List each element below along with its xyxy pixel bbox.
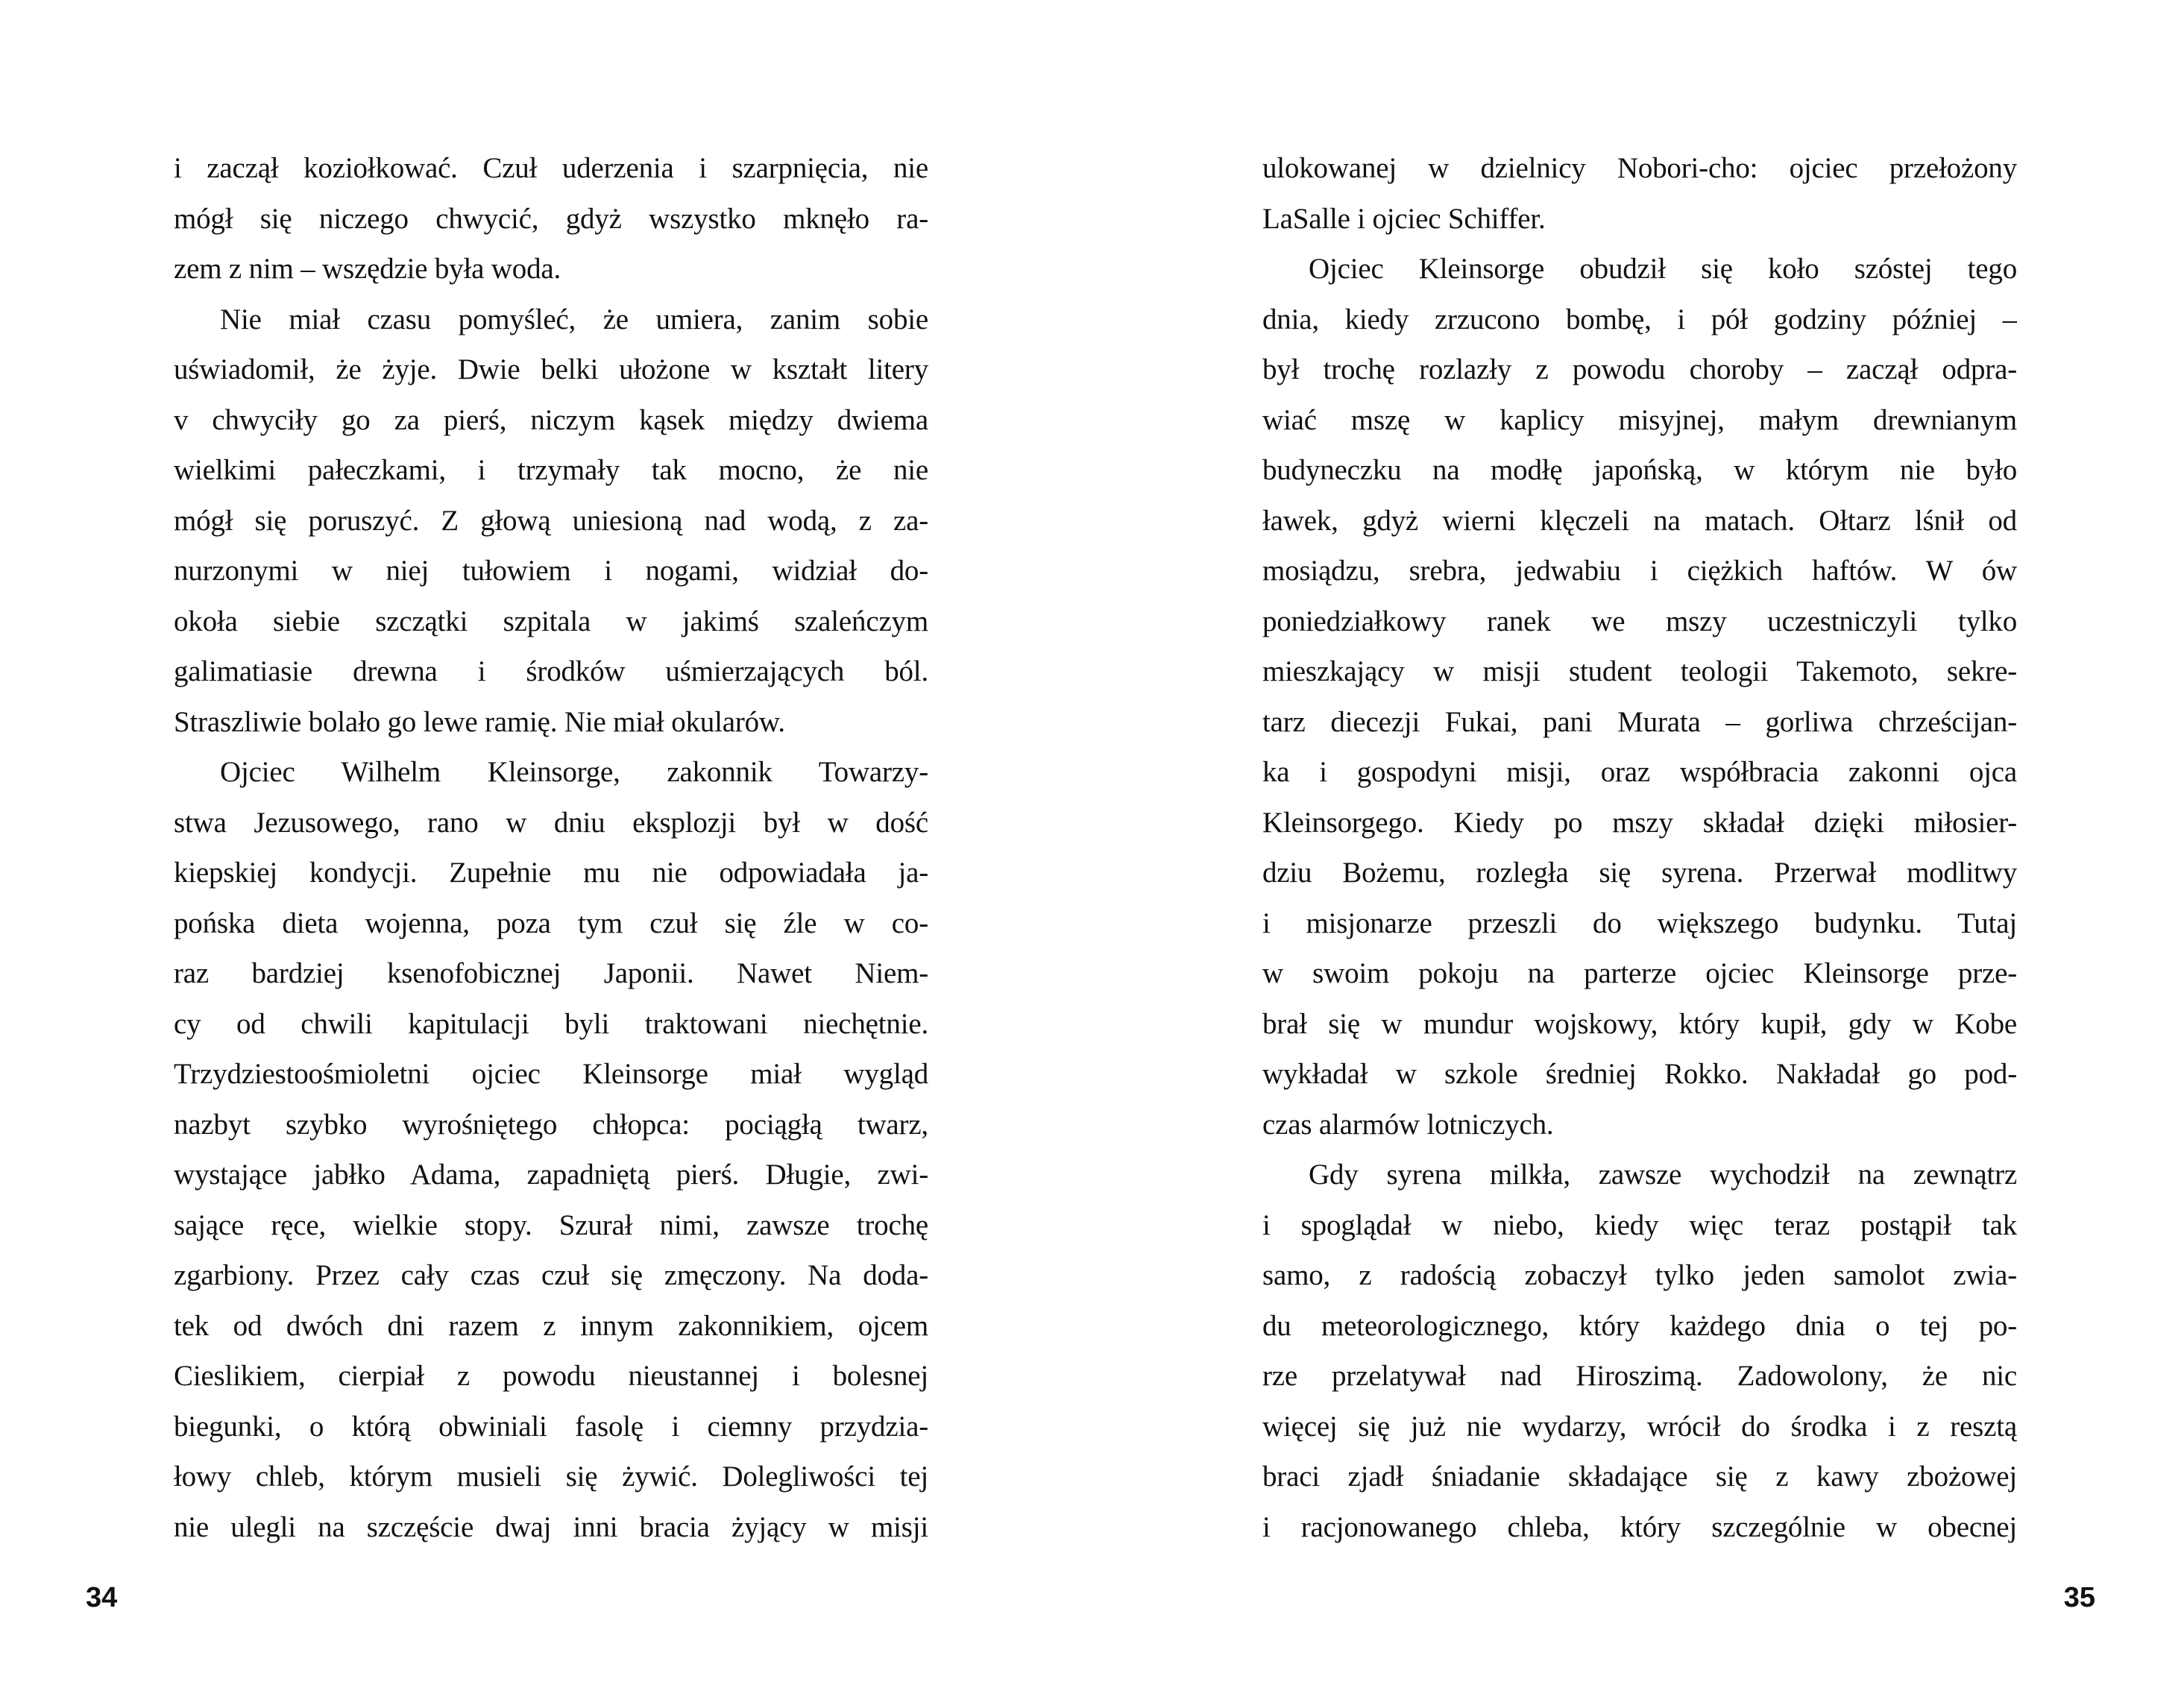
text-line: mógł się poruszyć. Z głową uniesioną nad wodą, z za- bbox=[174, 504, 928, 537]
text-line: i racjonowanego chleba, który szczególnie w obecnej bbox=[1262, 1510, 2017, 1543]
text-line: Cieslikiem, cierpiał z powodu nieustannej i bolesnej bbox=[174, 1360, 928, 1392]
text-line: nurzonymi w niej tułowiem i nogami, widział do- bbox=[174, 555, 928, 587]
text-line: wystające jabłko Adama, zapadniętą pierś. Długie, zwi- bbox=[174, 1159, 928, 1191]
text-line: wielkimi pałeczkami, i trzymały tak mocno, że nie bbox=[174, 454, 928, 486]
text-line: nazbyt szybko wyrośniętego chłopca: pociągłą twarz, bbox=[174, 1108, 928, 1141]
text-line: mosiądzu, srebra, jedwabiu i ciężkich haftów. W ów bbox=[1262, 555, 2017, 587]
text-line: Straszliwie bolało go lewe ramię. Nie miał okularów. bbox=[174, 705, 785, 738]
text-line: raz bardziej ksenofobicznej Japonii. Nawet Niem- bbox=[174, 957, 928, 989]
text-line: uświadomił, że żyje. Dwie belki ułożone w kształt litery bbox=[174, 353, 928, 385]
text-line: wiać mszę w kaplicy misyjnej, małym drewnianym bbox=[1262, 403, 2017, 436]
text-line: Nie miał czasu pomyśleć, że umiera, zanim sobie bbox=[220, 303, 928, 335]
text-line: więcej się już nie wydarzy, wrócił do środka i z resztą bbox=[1262, 1410, 2017, 1443]
text-line: poniedziałkowy ranek we mszy uczestniczyli tylko bbox=[1262, 605, 2017, 637]
page-right-text-column bbox=[1262, 143, 2017, 1552]
text-line: tek od dwóch dni razem z innym zakonnikiem, ojcem bbox=[174, 1309, 928, 1342]
text-line: dnia, kiedy zrzucono bombę, i pół godziny później – bbox=[1262, 303, 2017, 335]
text-line: sające ręce, wielkie stopy. Szurał nimi, zawsze trochę bbox=[174, 1208, 928, 1241]
text-line: ławek, gdyż wierni klęczeli na matach. Ołtarz lśnił od bbox=[1262, 504, 2017, 537]
text-line: i zaczął koziołkować. Czuł uderzenia i szarpnięcia, nie bbox=[174, 152, 928, 184]
text-line: okoła siebie szczątki szpitala w jakimś szaleńczym bbox=[174, 605, 928, 637]
page-number-left: 34 bbox=[86, 1582, 118, 1613]
text-line: brał się w mundur wojskowy, który kupił, gdy w Kobe bbox=[1262, 1007, 2017, 1040]
text-line: Ojciec Wilhelm Kleinsorge, zakonnik Towarzy- bbox=[220, 756, 928, 788]
text-line: i spoglądał w niebo, kiedy więc teraz postąpił tak bbox=[1262, 1208, 2017, 1241]
text-line: Ojciec Kleinsorge obudził się koło szóstej tego bbox=[1309, 253, 2017, 285]
text-line: Kleinsorgego. Kiedy po mszy składał dzięki miłosier- bbox=[1262, 806, 2017, 839]
text-line: stwa Jezusowego, rano w dniu eksplozji był w dość bbox=[174, 806, 928, 839]
text-line: samo, z radością zobaczył tylko jeden samolot zwia- bbox=[1262, 1259, 2017, 1291]
text-line: nie ulegli na szczęście dwaj inni bracia żyjący w misji bbox=[174, 1510, 928, 1543]
text-line: galimatiasie drewna i środków uśmierzających ból. bbox=[174, 655, 928, 687]
text-line: rze przelatywał nad Hiroszimą. Zadowolony, że nic bbox=[1262, 1360, 2017, 1392]
text-line: braci zjadł śniadanie składające się z kawy zbożowej bbox=[1262, 1460, 2017, 1493]
page-right bbox=[1092, 0, 2184, 1708]
text-line: i misjonarze przeszli do większego budynku. Tutaj bbox=[1262, 907, 2017, 939]
text-line: w swoim pokoju na parterze ojciec Kleinsorge prze- bbox=[1262, 957, 2017, 989]
text-line: czas alarmów lotniczych. bbox=[1262, 1108, 1554, 1141]
text-line: zgarbiony. Przez cały czas czuł się zmęczony. Na doda- bbox=[174, 1259, 928, 1291]
text-line: cy od chwili kapitulacji byli traktowani niechętnie. bbox=[174, 1007, 928, 1040]
text-line: dziu Bożemu, rozległa się syrena. Przerwał modlitwy bbox=[1262, 857, 2017, 889]
text-line: Gdy syrena milkła, zawsze wychodził na zewnątrz bbox=[1309, 1159, 2017, 1191]
text-line: ulokowanej w dzielnicy Nobori-cho: ojciec przełożony bbox=[1262, 152, 2017, 184]
text-line: łowy chleb, którym musieli się żywić. Dolegliwości tej bbox=[174, 1460, 928, 1493]
text-line: v chwyciły go za pierś, niczym kąsek między dwiema bbox=[174, 403, 928, 436]
text-line: był trochę rozlazły z powodu choroby – zaczął odpra- bbox=[1262, 353, 2017, 385]
text-line: du meteorologicznego, który każdego dnia o tej po- bbox=[1262, 1309, 2017, 1342]
text-line: Trzydziestoośmioletni ojciec Kleinsorge miał wygląd bbox=[174, 1058, 928, 1090]
text-line: kiepskiej kondycji. Zupełnie mu nie odpowiadała ja- bbox=[174, 857, 928, 889]
page-left-text-column bbox=[174, 143, 928, 1552]
text-line: pońska dieta wojenna, poza tym czuł się źle w co- bbox=[174, 907, 928, 939]
text-line: mógł się niczego chwycić, gdyż wszystko mknęło ra- bbox=[174, 202, 928, 235]
text-line: biegunki, o którą obwiniali fasolę i ciemny przydzia- bbox=[174, 1410, 928, 1443]
text-line: ka i gospodyni misji, oraz współbracia zakonni ojca bbox=[1262, 756, 2017, 788]
text-line: wykładał w szkole średniej Rokko. Nakładał go pod- bbox=[1262, 1058, 2017, 1090]
text-line: budyneczku na modłę japońską, w którym nie było bbox=[1262, 454, 2017, 486]
text-line: zem z nim – wszędzie była woda. bbox=[174, 253, 561, 285]
text-line: LaSalle i ojciec Schiffer. bbox=[1262, 202, 1546, 235]
text-line: tarz diecezji Fukai, pani Murata – gorliwa chrześcijan- bbox=[1262, 705, 2017, 738]
page-number-right: 35 bbox=[2063, 1582, 2095, 1613]
text-line: mieszkający w misji student teologii Takemoto, sekre- bbox=[1262, 655, 2017, 687]
